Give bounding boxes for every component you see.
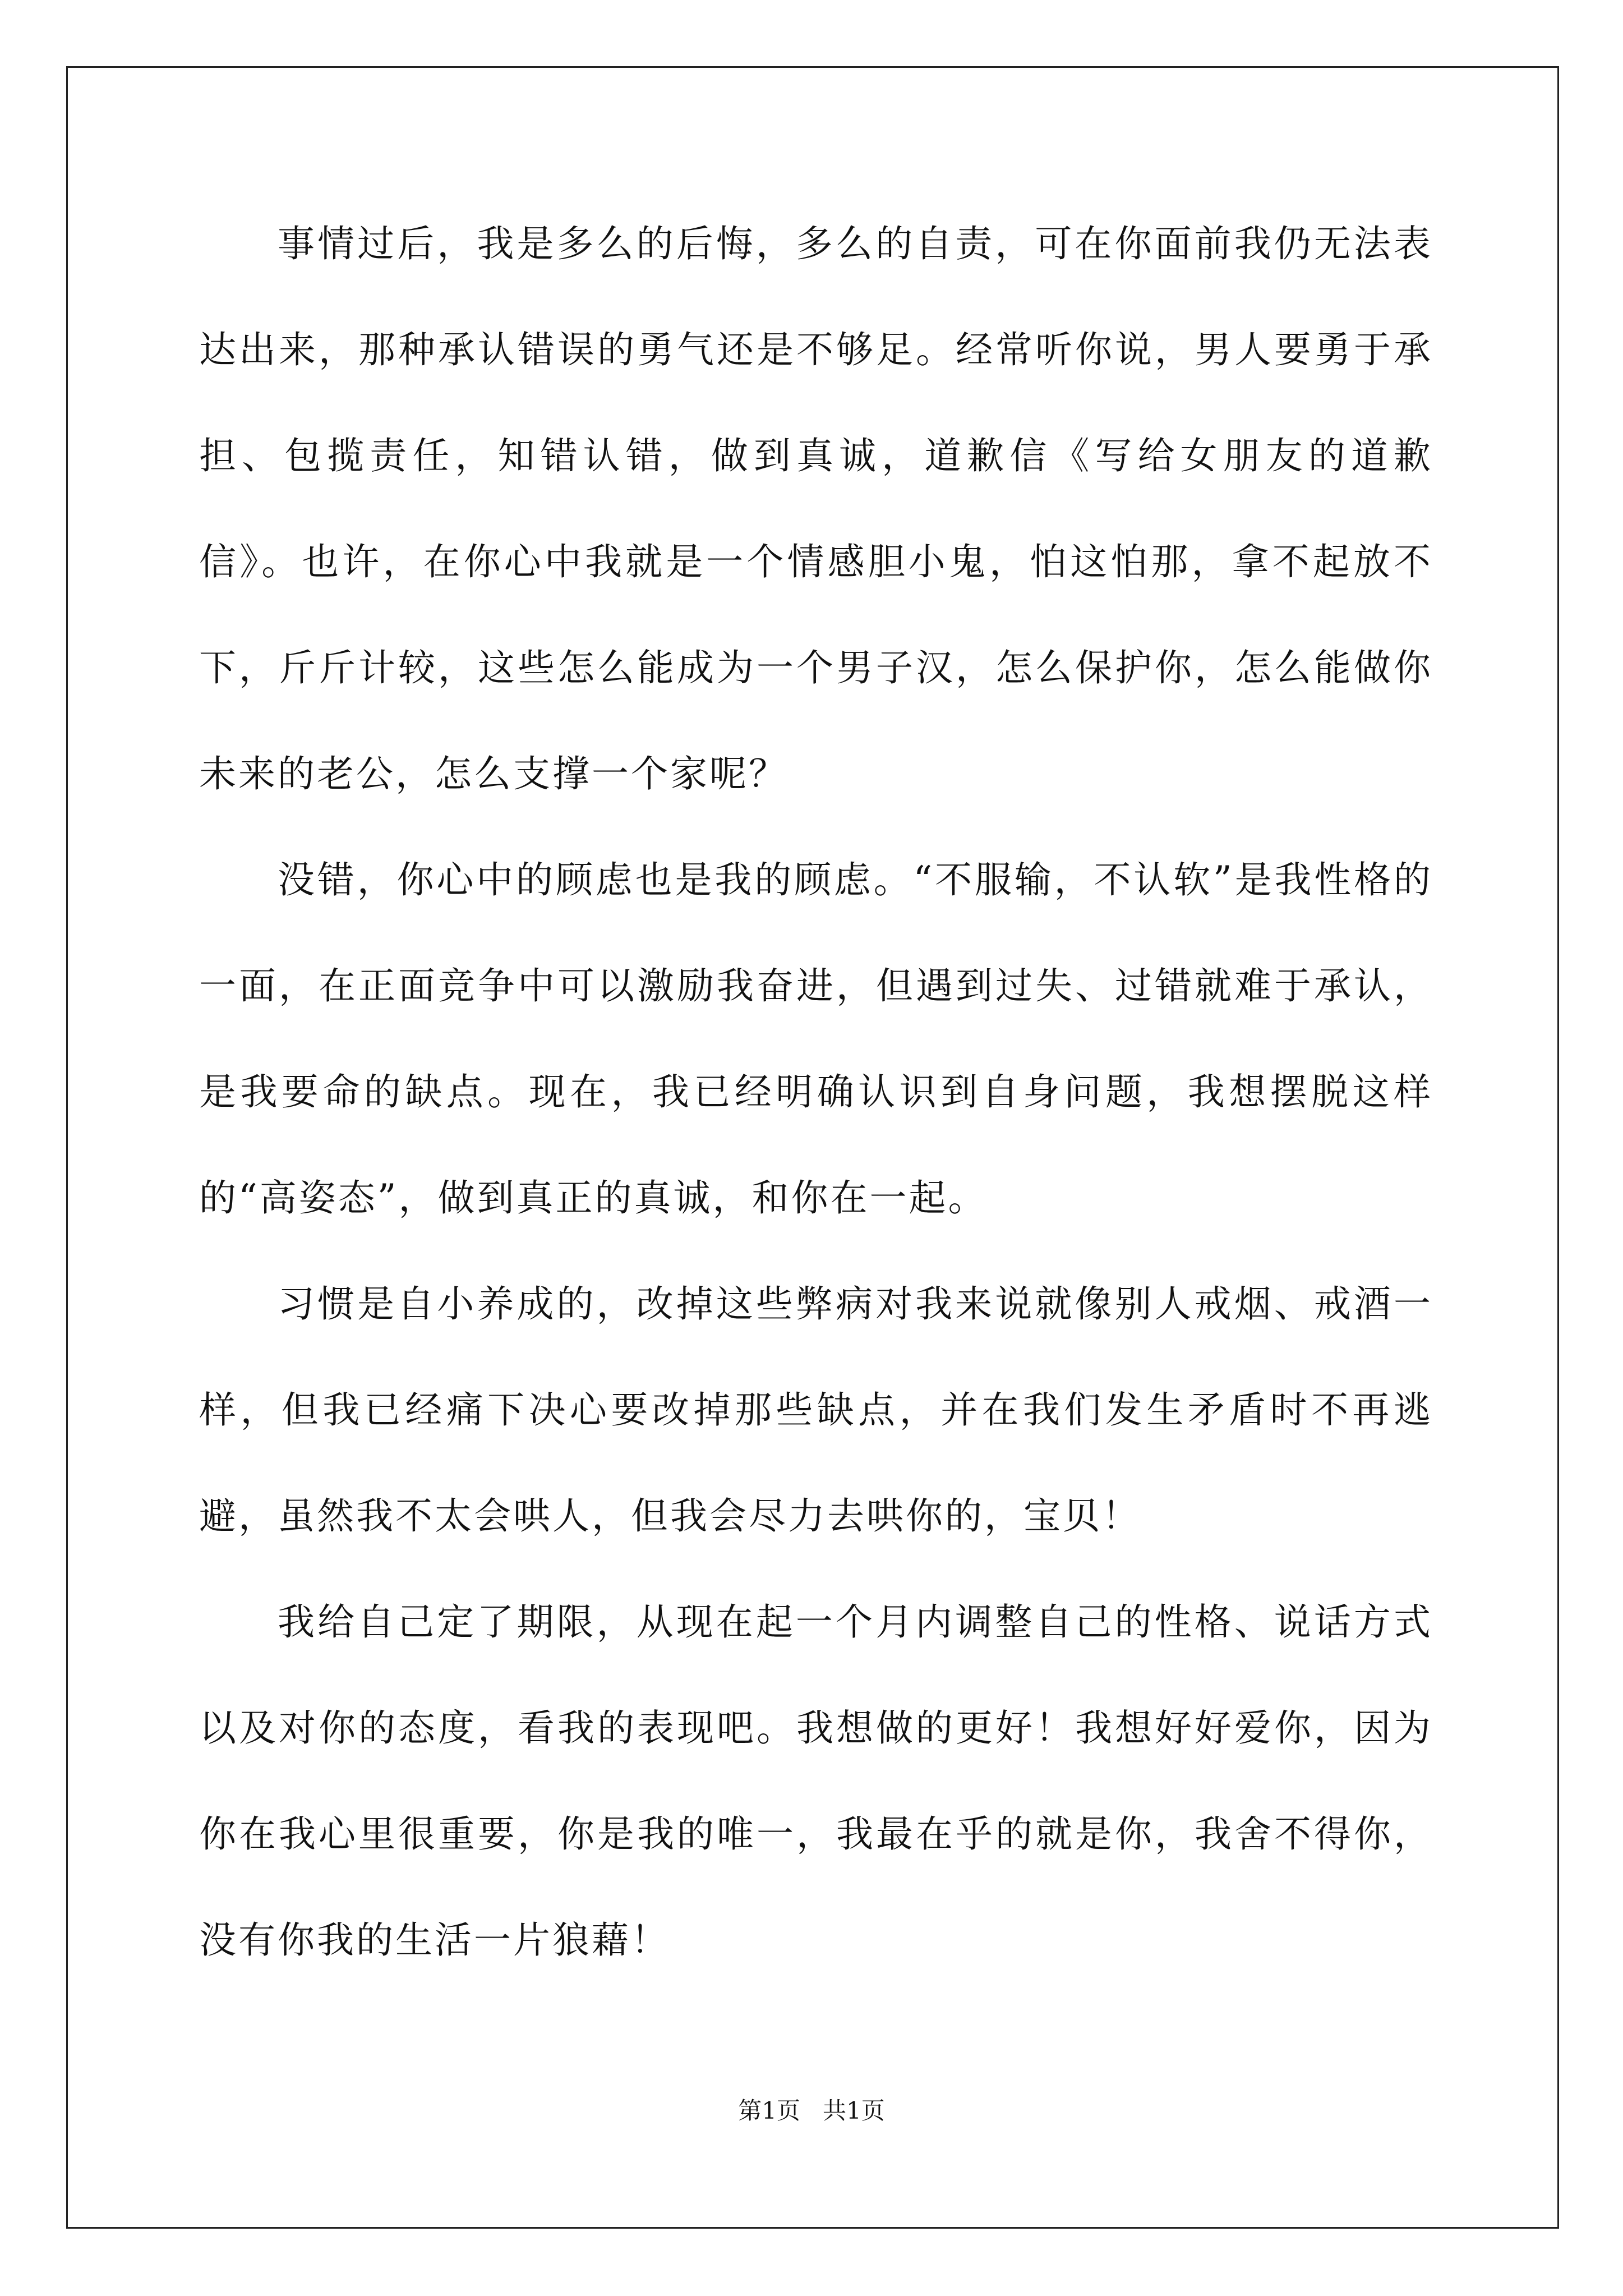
page-number-current: 第1页 — [738, 2097, 800, 2124]
document-body — [199, 191, 1433, 1993]
paragraph-3: 习惯是自小养成的，改掉这些弊病对我来说就像别人戒烟、戒酒一样，但我已经痛下决心要改掉那些缺点，并在我们发生矛盾时不再逃避，虽然我不太会哄人，但我会尽力去哄你的，宝贝！ — [199, 1282, 1433, 1538]
page-number-total: 共1页 — [823, 2097, 885, 2124]
paragraph-1: 事情过后，我是多么的后悔，多么的自责，可在你面前我仍无法表达出来，那种承认错误的勇气还是不够足。经常听你说，男人要勇于承担、包揽责任，知错认错，做到真诚，道歉信《写给女朋友的道歉信》。也许，在你心中我就是一个情感胆小鬼，怕这怕那，拿不起放不下，斤斤计较，这些怎么能成为一个男子汉，怎么保护你，怎么能做你未来的老公，怎么支撑一个家呢？ — [199, 222, 1433, 795]
page-footer — [0, 2092, 1623, 2126]
paragraph-4: 我给自己定了期限，从现在起一个月内调整自己的性格、说话方式以及对你的态度，看我的表现吧。我想做的更好！我想好好爱你，因为你在我心里很重要，你是我的唯一，我最在乎的就是你，我舍不得你，没有你我的生活一片狼藉！ — [199, 1600, 1433, 1962]
paragraph-2: 没错，你心中的顾虑也是我的顾虑。“不服输，不认软”是我性格的一面，在正面竞争中可以激励我奋进，但遇到过失、过错就难于承认，是我要命的缺点。现在，我已经明确认识到自身问题，我想摆脱这样的“高姿态”，做到真正的真诚，和你在一起。 — [199, 858, 1433, 1220]
